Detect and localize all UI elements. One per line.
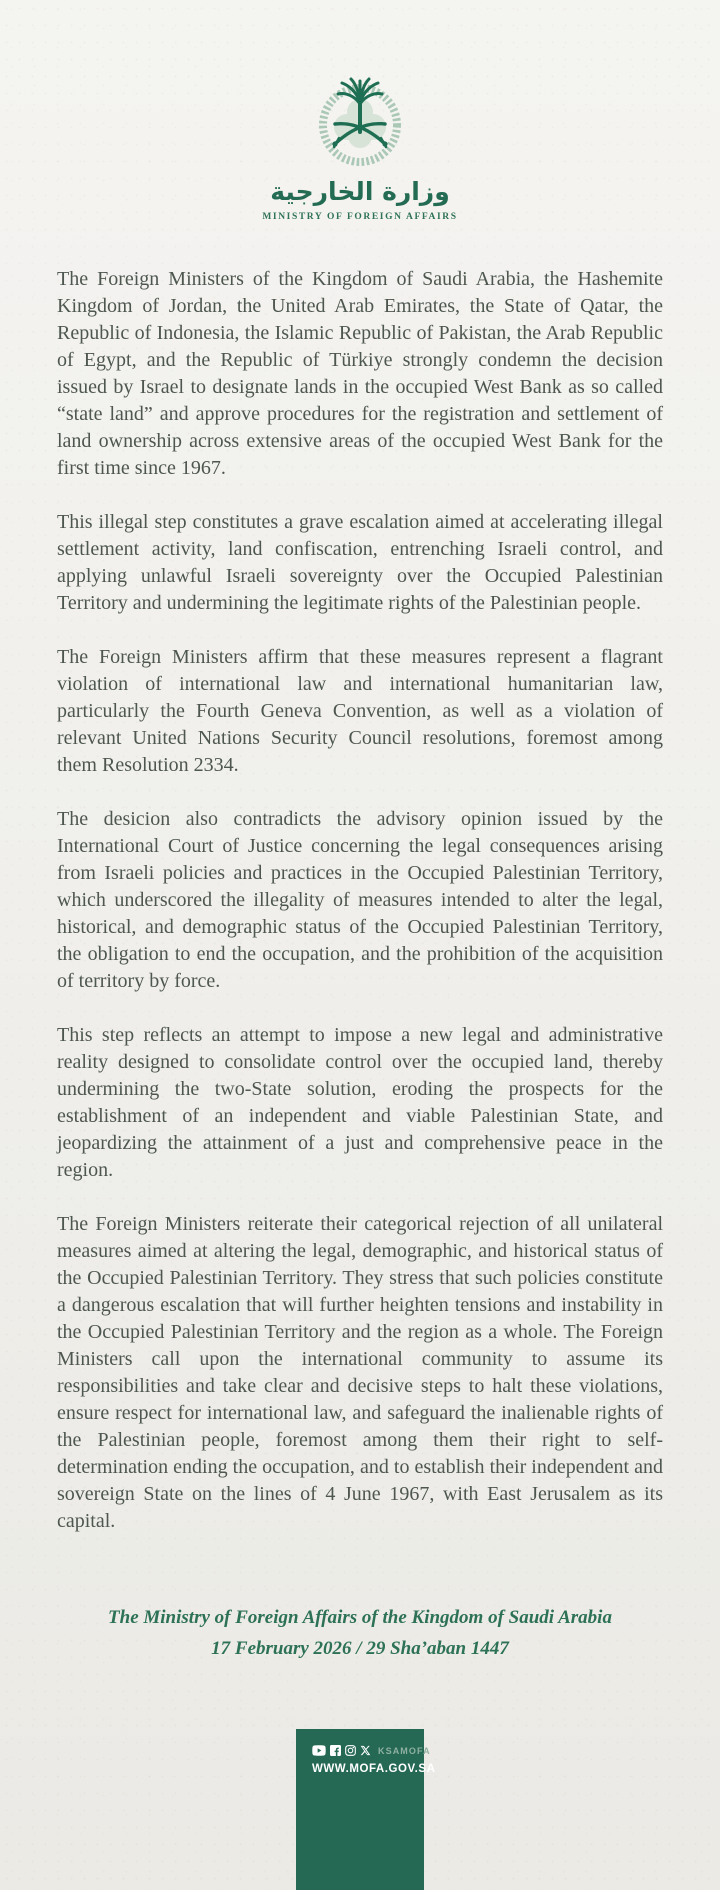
statement-paragraph: This illegal step constitutes a grave escalation aimed at accelerating illegal settlement activity, land confiscation, entrenching Israeli control, and applying unlawful Israeli sovereignty over the Occupied Palestinian Territory and undermining the legitimate rights of the Palestinian people. [57, 511, 663, 614]
ministry-name-label: MINISTRY OF FOREIGN AFFAIRS [262, 212, 458, 222]
social-icons-row [312, 1744, 431, 1757]
statement-paragraph: The desicion also contradicts the advisory opinion issued by the International Court of Justice concerning the legal consequences arising from Israeli policies and practices in the Occupied Palestinian Territory, which underscored the illegality of measures intended to alter the legal, historical, and demographic status of the Occupied Palestinian Territory, the obligation to end the occupation, and the prohibition of the acquisition of territory by force. [57, 808, 663, 992]
statement-paragraph: The Foreign Ministers of the Kingdom of Saudi Arabia, the Hashemite Kingdom of Jordan, the United Arab Emirates, the State of Qatar, the Republic of Indonesia, the Islamic Republic of Pakistan, the Arab Republic of Egypt, and the Republic of Türkiye strongly condemn the decision issued by Israel to designate lands in the occupied West Bank as so called “state land” and approve procedures for the registration and settlement of land ownership across extensive areas of the occupied West Bank for the first time since 1967. [57, 268, 663, 479]
mofa-logo [0, 74, 720, 222]
facebook-icon [330, 1745, 341, 1756]
mofa-arabic-wordmark: وزارة الخارجية [270, 177, 450, 206]
youtube-icon [312, 1745, 326, 1756]
social-handle: KSAMOFA [378, 1745, 431, 1756]
signature-block [0, 1602, 720, 1664]
mofa-emblem-icon [295, 74, 425, 176]
signature-org-line: The Ministry of Foreign Affairs of the Kingdom of Saudi Arabia [108, 1607, 612, 1628]
statement-paragraph: This step reflects an attempt to impose a new legal and administrative reality designed to consolidate control over the occupied land, thereby undermining the two-State solution, eroding the prospects for the establishment of an independent and viable Palestinian State, and jeopardizing the attainment of a just and comprehensive peace in the region. [57, 1024, 663, 1181]
statement-paragraph: The Foreign Ministers reiterate their categorical rejection of all unilateral measures aimed at altering the legal, demographic, and historical status of the Occupied Palestinian Territory. They stress that such policies constitute a dangerous escalation that will further heighten tensions and instability in the Occupied Palestinian Territory and the region as a whole. The Foreign Ministers call upon the international community to assume its responsibilities and take clear and decisive steps to halt these violations, ensure respect for international law, and safeguard the inalienable rights of the Palestinian people, foremost among them their right to self-determination ending the occupation, and to establish their independent and sovereign State on the lines of 4 June 1967, with East Jerusalem as its capital. [57, 1213, 663, 1532]
instagram-icon [345, 1745, 356, 1756]
statement-paragraph: The Foreign Ministers affirm that these measures represent a flagrant violation of international law and international humanitarian law, particularly the Fourth Geneva Convention, as well as a violation of relevant United Nations Security Council resolutions, foremost among them Resolution 2334. [57, 646, 663, 776]
x-icon [360, 1745, 371, 1756]
footer-card [296, 1729, 436, 1890]
statement-body [57, 266, 663, 1535]
signature-date-line: 17 February 2026 / 29 Sha’aban 1447 [211, 1638, 509, 1659]
website-url: WWW.MOFA.GOV.SA [312, 1763, 436, 1775]
